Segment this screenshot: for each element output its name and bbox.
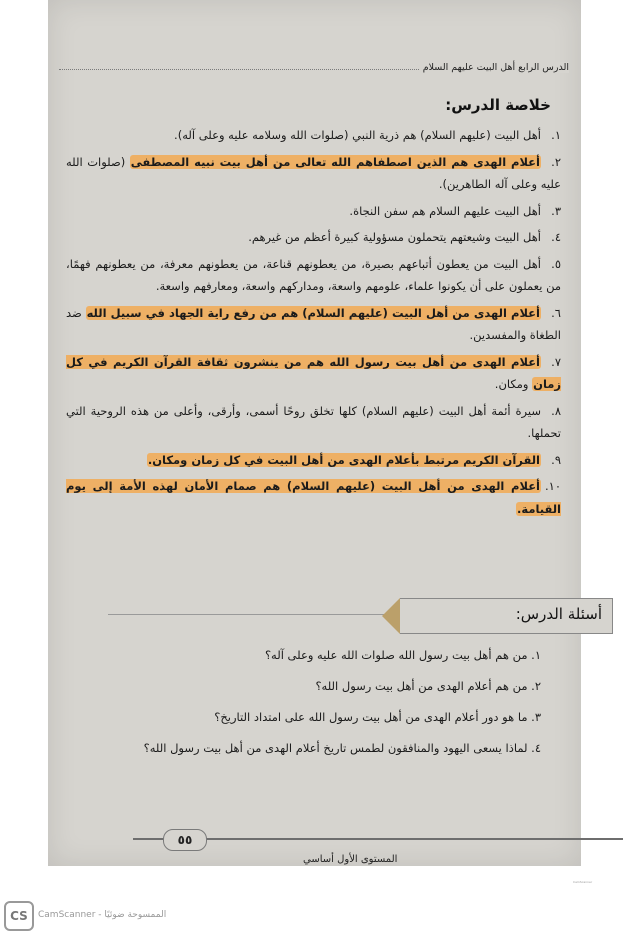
summary-item-text: أهل البيت من يعطون أتباعهم بصيرة، من يعطونهم قناعة، من يعطونهم معرفة، من يعطونهم فهمًا، من يعملون على أن يكونوا علماء، علومهم واسعة، ومداركهم واسعة، ومعارفهم واسعة. — [66, 256, 561, 293]
summary-item-number: ٣. — [551, 203, 561, 218]
summary-item-text: أهل البيت (عليهم السلام) هم ذرية النبي (صلوات الله وسلامه عليه وعلى آله). — [174, 128, 541, 142]
summary-item — [66, 351, 561, 396]
footer-level-label: المستوى الأول أساسي — [303, 854, 398, 865]
summary-item-text: أهل البيت وشيعتهم يتحملون مسؤولية كبيرة أعظم من غيرهم. — [248, 230, 541, 244]
summary-item — [66, 200, 561, 223]
question-item: ٢. من هم أعلام الهدى من أهل بيت رسول الله؟ — [315, 679, 541, 693]
question-item: ٣. ما هو دور أعلام الهدى من أهل بيت رسول الله على امتداد التاريخ؟ — [214, 710, 541, 724]
summary-item-number: ٨. — [551, 403, 561, 418]
header-text: الدرس الرابع أهل البيت عليهم السلام — [419, 62, 569, 73]
summary-item-highlight: أعلام الهدى من أهل البيت (عليهم السلام) هم من رفع راية الجهاد في سبيل الله — [86, 305, 540, 320]
summary-item-number: ٦. — [551, 305, 561, 320]
summary-item-highlight: القرآن الكريم مرتبط بأعلام الهدى من أهل البيت في كل زمان ومكان. — [147, 452, 540, 467]
summary-item — [66, 449, 561, 472]
summary-item — [66, 151, 561, 196]
summary-item-text: ضد الطغاة والمفسدين. — [66, 305, 561, 342]
summary-item-number: ١٠. — [544, 479, 561, 493]
questions-divider — [108, 614, 400, 615]
page-number: ٥٥ — [163, 829, 207, 851]
summary-item-number: ٤. — [551, 230, 561, 244]
summary-item — [66, 400, 561, 445]
question-item: ١. من هم أهل بيت رسول الله صلوات الله عليه وعلى آله؟ — [264, 648, 541, 662]
summary-item-number: ٥. — [551, 256, 561, 271]
scanned-page — [48, 0, 602, 866]
summary-item — [66, 124, 561, 147]
summary-list — [66, 124, 561, 524]
summary-item — [66, 253, 561, 298]
questions-title: أسئلة الدرس: — [515, 605, 602, 623]
page-header — [59, 55, 569, 73]
question-item: ٤. لماذا يسعى اليهود والمنافقون لطمس تاريخ أعلام الهدى من أهل بيت رسول الله؟ — [143, 741, 541, 755]
camscanner-label: CamScanner - الممسوحة ضوئيًا — [38, 910, 167, 920]
summary-item — [66, 302, 561, 347]
summary-item-number: ٢. — [551, 154, 561, 169]
summary-item-text: (صلوات الله عليه وعلى آله الطاهرين). — [66, 154, 561, 191]
summary-item-text: ومكان. — [494, 377, 533, 391]
summary-item-highlight: أعلام الهدى هم الذين اصطفاهم الله تعالى من أهل بيت نبيه المصطفى — [130, 154, 540, 169]
summary-item-number: ٧. — [551, 354, 561, 369]
tiny-watermark: CamScanner — [573, 880, 593, 884]
summary-item — [66, 226, 561, 249]
questions-list — [71, 646, 541, 770]
summary-item — [66, 475, 561, 520]
summary-item-number: ١. — [551, 128, 561, 142]
summary-item-number: ٩. — [551, 452, 561, 467]
camscanner-logo-icon: CS — [4, 901, 34, 931]
questions-title-box — [400, 598, 613, 634]
summary-item-highlight: أعلام الهدى من أهل بيت رسول الله هم من ينشرون ثقافة القرآن الكريم في كل زمان — [66, 354, 561, 391]
summary-item-text: أهل البيت عليهم السلام هم سفن النجاة. — [349, 203, 541, 218]
summary-item-text: سيرة أئمة أهل البيت (عليهم السلام) كلها تخلق روحًا أسمى، وأرقى، وأعلى من هذه الروحية التي تحملها. — [66, 403, 561, 440]
summary-item-highlight: أعلام الهدى من أهل البيت (عليهم السلام) هم صمام الأمان لهذه الأمة إلى يوم القيامة. — [66, 479, 561, 516]
summary-title: خلاصة الدرس: — [445, 96, 551, 114]
